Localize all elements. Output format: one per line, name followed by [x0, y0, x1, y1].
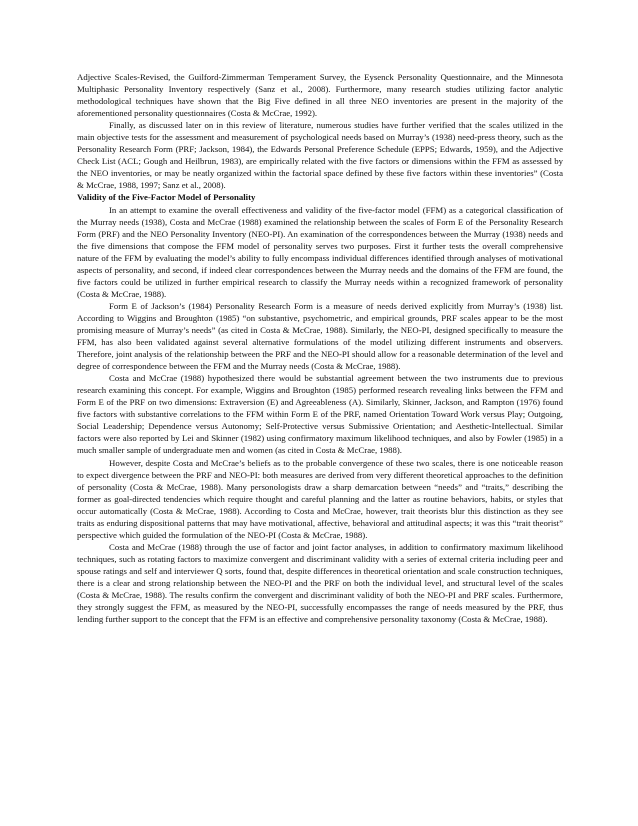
paragraph-prf-form-e: Form E of Jackson’s (1984) Personality Research Form is a measure of needs derived explicitly from Murray’s (1938) list. According to Wiggins and Broughton (1985) “on substantive, psychometric, and empirical grounds, PRF scales appear to be the most promising measure of Murray’s needs” (as cited in Costa & McCrae, 1988). Similarly, the NEO-PI, designed specifically to measure the FFM, has also been validated against several alternative formulations of the model utilizing different instruments and observers. Therefore, joint analysis of the relationship between the PRF and the NEO-PI should allow for a reasonable determination of the level and degree of correspondence between the FFM and the Murray needs (Costa & McCrae, 1988).: [77, 300, 563, 372]
paragraph-ffm-validity: In an attempt to examine the overall effectiveness and validity of the five-factor model (FFM) as a categorical classification of the Murray needs (1938), Costa and McCrae (1988) examined the relationship between the scales of Form E of the Personality Research Form (PRF) and the NEO Personality Inventory (NEO-PI). An examination of the correspondences between the Murray (1938) needs and the five dimensions that compose the FFM model of personality serves two purposes. First it further tests the overall comprehensive nature of the FFM by evaluating the model’s ability to fully encompass individual differences identified through analyses of motivational aspects of personality, and second, if indeed clear correspondences between the Murray needs and the domains of the FFM are found, the five factors could be utilized in further empirical research to classify the Murray needs within a recognized framework of personality (Costa & McCrae, 1988).: [77, 204, 563, 299]
paragraph-hypothesis: Costa and McCrae (1988) hypothesized there would be substantial agreement between the two instruments due to previous research examining this concept. For example, Wiggins and Broughton (1985) performed research revealing links between the FFM and Form E of the PRF on two dimensions: Extraversion (E) and Agreeableness (A). Similarly, Skinner, Jackson, and Rampton (1976) found five factors with substantive correlations to the FFM within Form E of the PRF, named Orientation Toward Work versus Play; Outgoing, Social Leadership; Dependence versus Autonomy; Self-Protective versus Submissive Orientation; and Aesthetic-Intellectual. Similar factors were also reported by Lei and Skinner (1982) using confirmatory maximum likelihood techniques, and also by Fowler (1985) in a much smaller sample of undergraduate men and women (as cited in Costa & McCrae, 1988).: [77, 373, 563, 456]
document-page: [77, 71, 563, 625]
paragraph-need-press-scales: Finally, as discussed later on in this review of literature, numerous studies have further verified that the scales utilized in the main objective tests for the assessment and measurement of psychological needs based on Murray’s (1938) need-press theory, such as the Personality Research Form (PRF; Jackson, 1984), the Edwards Personal Preference Schedule (EPPS; Edwards, 1959), and the Adjective Check List (ACL; Gough and Heilbrun, 1983), are empirically related with the five factors or dimensions within the FFM as assessed by the NEO inventories, or may be neatly organized within the factorial space defined by these five factors within these inventories” (Costa & McCrae, 1988, 1997; Sanz et al., 2008).: [77, 120, 563, 191]
paragraph-results: Costa and McCrae (1988) through the use of factor and joint factor analyses, in addition to confirmatory maximum likelihood techniques, such as rotating factors to maximize convergent and discriminant validity with a series of external criteria including peer and spouse ratings and self and interviewer Q sorts, found that, despite differences in theoretical orientation and scale construction techniques, there is a clear and strong relationship between the NEO-PI and the PRF on both the individual level, and structural level of the scales (Costa & McCrae, 1988). The results confirm the convergent and discriminant validity of both the NEO-PI and PRF scales. Furthermore, they strongly suggest the FFM, as measured by the NEO-PI, successfully encompasses the range of needs measured by the PRF, thus lending further support to the concept that the FFM is an effective and comprehensive personality taxonomy (Costa & McCrae, 1988).: [77, 541, 563, 625]
paragraph-intro-continued: Adjective Scales-Revised, the Guilford-Zimmerman Temperament Survey, the Eysenck Personality Questionnaire, and the Minnesota Multiphasic Personality Inventory respectively (Sanz et al., 2008). Furthermore, many research studies utilizing factor analytic methodological techniques have shown that the Big Five defined in all three NEO inventories are present in the majority of the aforementioned personality questionnaires (Costa & McCrae, 1992).: [77, 72, 563, 119]
paragraph-divergence: However, despite Costa and McCrae’s beliefs as to the probable convergence of these two scales, there is one noticeable reason to expect divergence between the PRF and NEO-PI: both measures are derived from very different theoretical approaches to the definition of personality (Costa & McCrae, 1988). Many personologists draw a sharp demarcation between “needs” and “traits,” describing the former as goal-directed tendencies which require thought and careful planning and the latter as routine behaviors, habits, or styles that occur automatically (Costa & McCrae, 1988). According to Costa and McCrae, however, trait theorists blur this distinction as they see traits as enduring dispositional patterns that may have motivational, affective, behavioral and attitudinal aspects; it was this “trait theorist” perspective which guided the formulation of the NEO-PI (Costa & McCrae, 1988).: [77, 457, 563, 540]
section-heading: Validity of the Five-Factor Model of Personality: [77, 192, 256, 203]
